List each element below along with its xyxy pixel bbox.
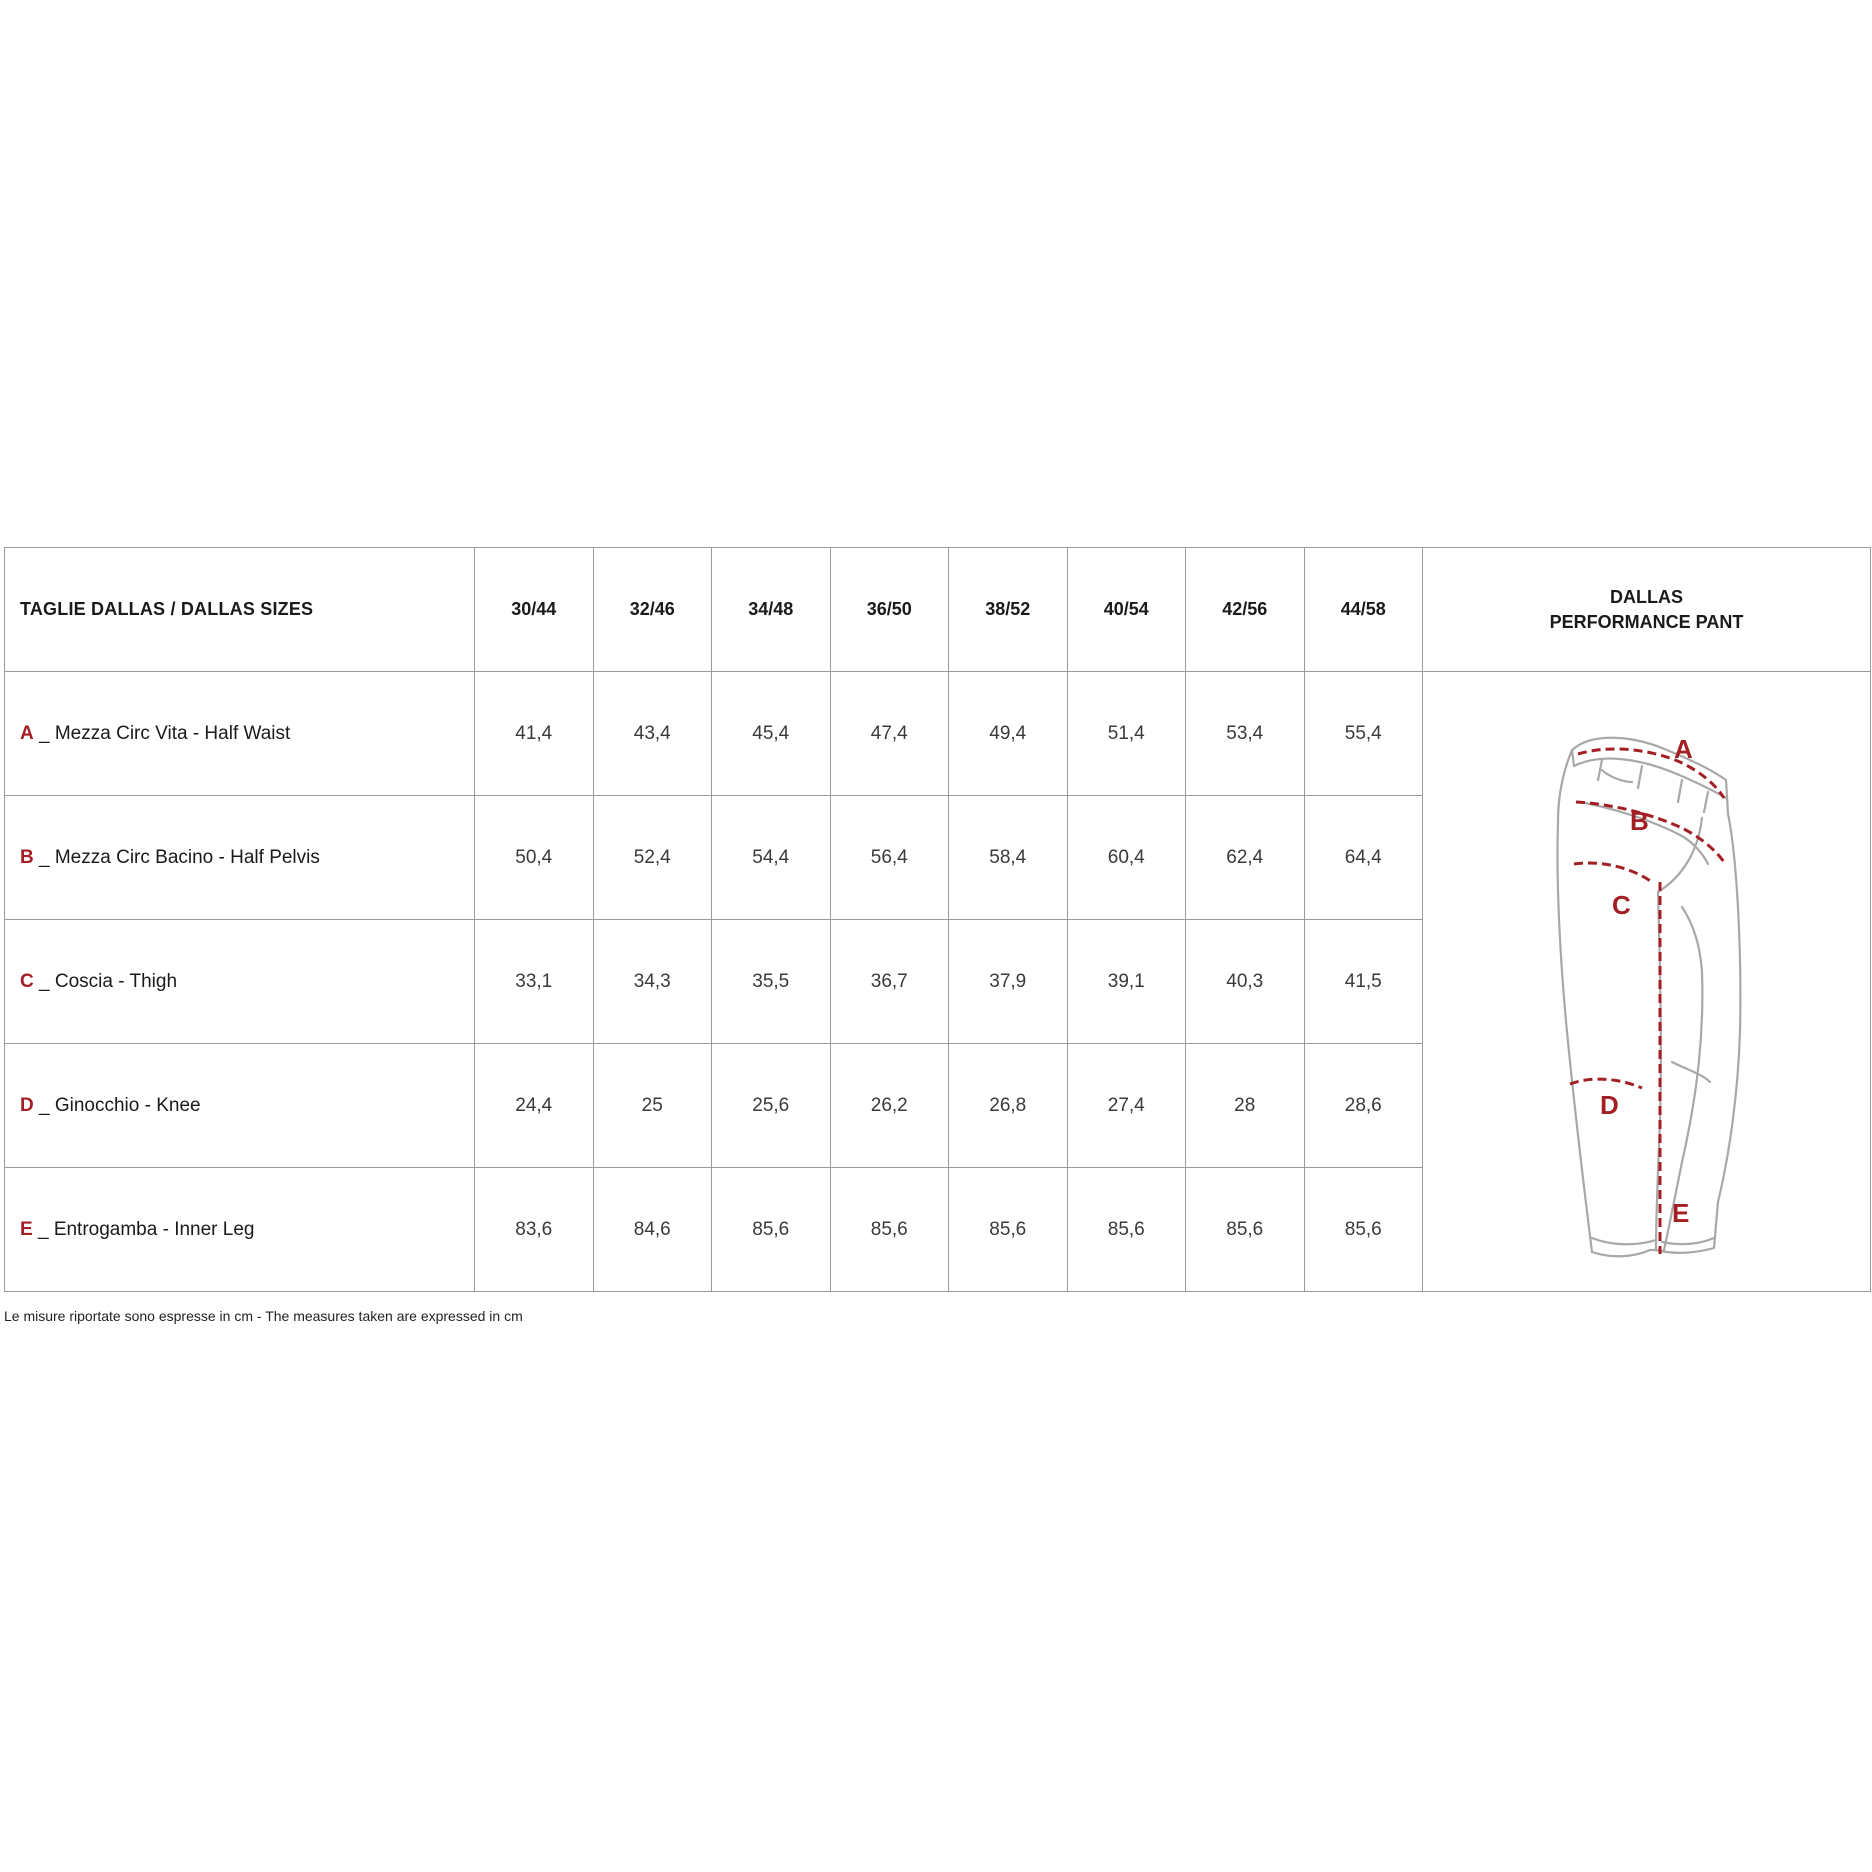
table-cell: 52,4 (593, 796, 712, 920)
table-cell: 49,4 (949, 672, 1068, 796)
diagram-label: D (1599, 1089, 1619, 1120)
measure-name: Mezza Circ Bacino - Half Pelvis (54, 846, 320, 868)
diagram-label: C (1611, 889, 1631, 920)
label-separator: _ (33, 970, 55, 992)
row-label (5, 1168, 475, 1292)
table-cell: 36,7 (830, 920, 949, 1044)
label-separator: _ (33, 846, 55, 868)
table-cell: 58,4 (949, 796, 1068, 920)
table-cell: 85,6 (949, 1168, 1068, 1292)
table-cell: 37,9 (949, 920, 1068, 1044)
table-cell: 54,4 (712, 796, 831, 920)
table-cell: 25,6 (712, 1044, 831, 1168)
table-cell: 85,6 (1186, 1168, 1305, 1292)
size-header: 36/50 (830, 548, 949, 672)
measure-letter: A (20, 722, 34, 744)
measure-letter: C (20, 970, 34, 992)
table-cell: 84,6 (593, 1168, 712, 1292)
table-cell: 85,6 (1304, 1168, 1423, 1292)
measure-name: Entrogamba - Inner Leg (53, 1218, 255, 1240)
diagram-label: E (1671, 1197, 1689, 1228)
diagram-label: A (1673, 733, 1693, 764)
row-label (5, 796, 475, 920)
size-header: 40/54 (1067, 548, 1186, 672)
table-cell: 85,6 (1067, 1168, 1186, 1292)
diagram-cell (1423, 672, 1871, 1292)
size-header: 34/48 (712, 548, 831, 672)
table-row (5, 672, 1871, 796)
pants-measurement-icon (1532, 702, 1762, 1262)
table-cell: 56,4 (830, 796, 949, 920)
product-title-line1: DALLAS (1610, 586, 1683, 607)
measure-name: Coscia - Thigh (54, 970, 178, 992)
table-cell: 62,4 (1186, 796, 1305, 920)
table-cell: 45,4 (712, 672, 831, 796)
table-cell: 53,4 (1186, 672, 1305, 796)
label-separator: _ (33, 722, 55, 744)
row-label (5, 1044, 475, 1168)
size-header: 42/56 (1186, 548, 1305, 672)
label-separator: _ (32, 1218, 54, 1240)
table-header-label: TAGLIE DALLAS / DALLAS SIZES (5, 548, 475, 672)
measure-name: Mezza Circ Vita - Half Waist (54, 722, 291, 744)
table-cell: 33,1 (475, 920, 594, 1044)
table-cell: 83,6 (475, 1168, 594, 1292)
measure-letter: D (20, 1094, 34, 1116)
table-cell: 40,3 (1186, 920, 1305, 1044)
size-chart-table (4, 547, 1871, 1292)
table-cell: 60,4 (1067, 796, 1186, 920)
table-cell: 27,4 (1067, 1044, 1186, 1168)
table-cell: 25 (593, 1044, 712, 1168)
row-label (5, 672, 475, 796)
product-title (1423, 548, 1871, 672)
table-cell: 26,8 (949, 1044, 1068, 1168)
table-cell: 35,5 (712, 920, 831, 1044)
measure-name: Ginocchio - Knee (54, 1094, 201, 1116)
size-header: 44/58 (1304, 548, 1423, 672)
product-title-line2: PERFORMANCE PANT (1549, 611, 1744, 632)
table-cell: 41,4 (475, 672, 594, 796)
table-cell: 85,6 (830, 1168, 949, 1292)
diagram-label: B (1629, 805, 1649, 836)
table-cell: 50,4 (475, 796, 594, 920)
measure-letter: E (20, 1218, 33, 1240)
table-cell: 28 (1186, 1044, 1305, 1168)
size-header: 32/46 (593, 548, 712, 672)
table-cell: 64,4 (1304, 796, 1423, 920)
size-header: 30/44 (475, 548, 594, 672)
table-cell: 28,6 (1304, 1044, 1423, 1168)
label-separator: _ (33, 1094, 55, 1116)
size-header: 38/52 (949, 548, 1068, 672)
table-cell: 51,4 (1067, 672, 1186, 796)
table-cell: 85,6 (712, 1168, 831, 1292)
table-cell: 47,4 (830, 672, 949, 796)
table-cell: 26,2 (830, 1044, 949, 1168)
table-cell: 24,4 (475, 1044, 594, 1168)
row-label (5, 920, 475, 1044)
table-cell: 43,4 (593, 672, 712, 796)
table-cell: 55,4 (1304, 672, 1423, 796)
table-cell: 34,3 (593, 920, 712, 1044)
header-row (5, 548, 1871, 672)
measure-letter: B (20, 846, 34, 868)
footnote: Le misure riportate sono espresse in cm - The measures taken are expressed in cm (4, 1308, 523, 1324)
table-cell: 41,5 (1304, 920, 1423, 1044)
table-cell: 39,1 (1067, 920, 1186, 1044)
